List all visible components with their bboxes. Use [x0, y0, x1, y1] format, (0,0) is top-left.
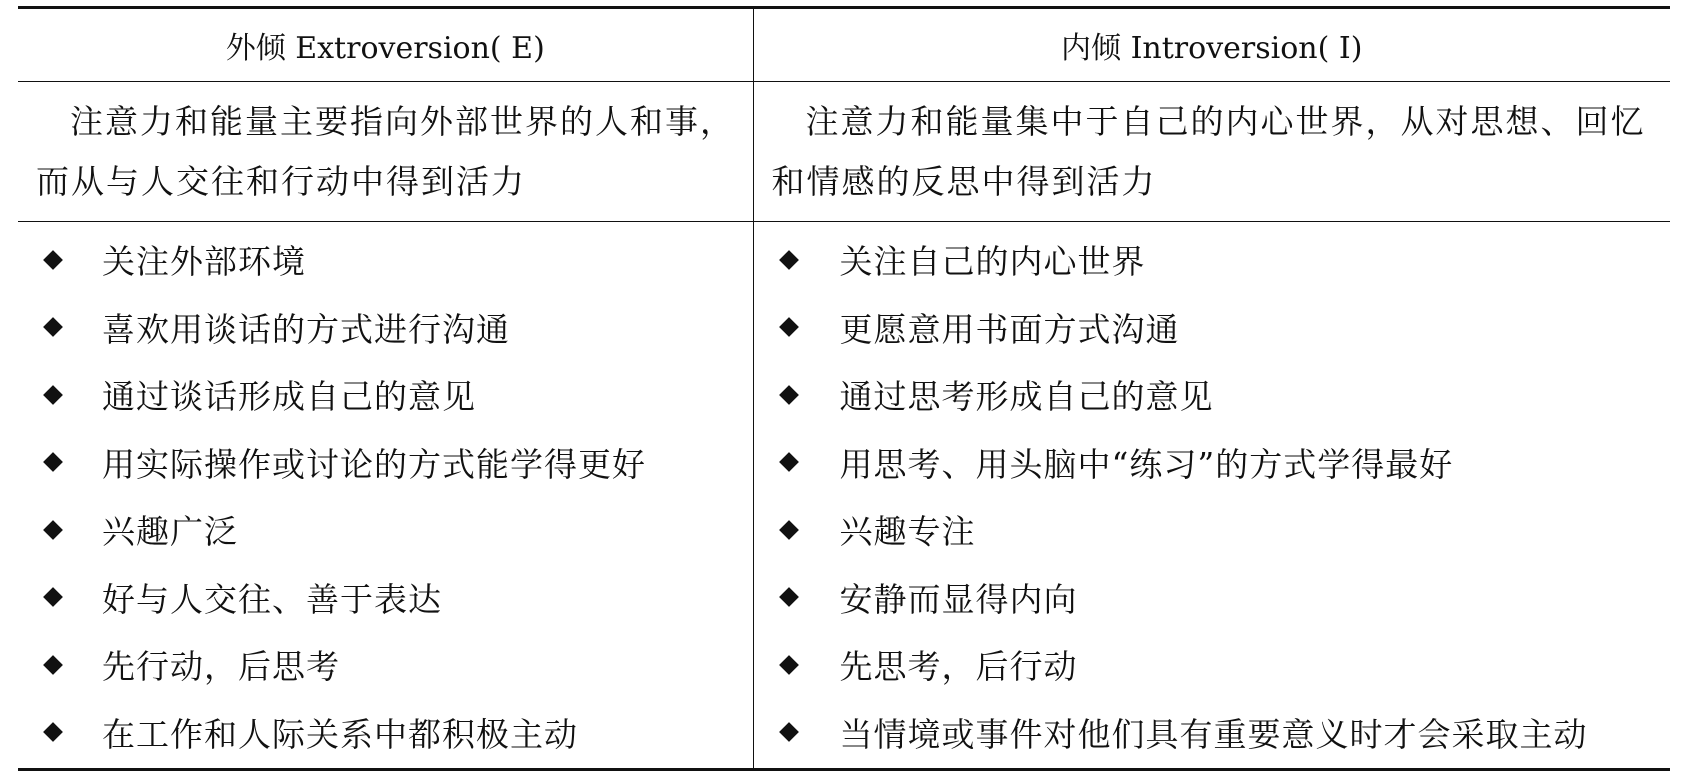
list-item	[18, 631, 753, 699]
header-introversion: 内倾 Introversion( I)	[753, 8, 1670, 82]
header-extroversion: 外倾 Extroversion( E)	[18, 8, 753, 82]
diamond-bullet-icon	[43, 655, 63, 675]
trait-text: 通过谈话形成自己的意见	[102, 377, 476, 417]
trait-text: 先行动，后思考	[102, 647, 340, 687]
diamond-bullet-icon	[779, 587, 799, 607]
trait-text: 关注外部环境	[102, 242, 306, 282]
trait-text: 好与人交往、善于表达	[102, 579, 442, 619]
description-introversion	[753, 82, 1670, 222]
list-item	[18, 699, 753, 767]
list-item	[18, 564, 753, 632]
diamond-bullet-icon	[43, 317, 63, 337]
diamond-bullet-icon	[779, 520, 799, 540]
list-item	[754, 496, 1671, 564]
traits-extroversion	[18, 222, 753, 770]
list-item	[754, 699, 1671, 767]
trait-text: 喜欢用谈话的方式进行沟通	[102, 309, 510, 349]
list-item	[18, 294, 753, 362]
diamond-bullet-icon	[43, 520, 63, 540]
list-item	[18, 429, 753, 497]
traits-introversion	[753, 222, 1670, 770]
trait-text: 先思考，后行动	[839, 647, 1078, 687]
list-item	[754, 631, 1671, 699]
trait-text: 兴趣专注	[839, 512, 976, 552]
extroversion-introversion-table	[18, 6, 1670, 771]
diamond-bullet-icon	[779, 452, 799, 472]
description-extroversion	[18, 82, 753, 222]
list-item	[754, 226, 1671, 294]
trait-text: 安静而显得内向	[839, 579, 1078, 619]
description-extroversion-text: 注意力和能量主要指向外部世界的人和事，而从与人交往和行动中得到活力	[36, 102, 735, 201]
list-item	[18, 226, 753, 294]
trait-text: 在工作和人际关系中都积极主动	[102, 714, 578, 754]
trait-text: 兴趣广泛	[102, 512, 238, 552]
diamond-bullet-icon	[43, 722, 63, 742]
diamond-bullet-icon	[779, 317, 799, 337]
diamond-bullet-icon	[779, 722, 799, 742]
header-row	[18, 8, 1670, 82]
diamond-bullet-icon	[779, 655, 799, 675]
diamond-bullet-icon	[43, 385, 63, 405]
diamond-bullet-icon	[779, 250, 799, 270]
trait-text: 更愿意用书面方式沟通	[839, 309, 1180, 349]
description-introversion-text: 注意力和能量集中于自己的内心世界，从对思想、回忆和情感的反思中得到活力	[771, 102, 1646, 201]
list-item	[18, 496, 753, 564]
diamond-bullet-icon	[43, 587, 63, 607]
list-item	[754, 294, 1671, 362]
trait-text: 当情境或事件对他们具有重要意义时才会采取主动	[839, 714, 1588, 754]
traits-list-introversion	[754, 226, 1671, 766]
diamond-bullet-icon	[43, 452, 63, 472]
description-row	[18, 82, 1670, 222]
diamond-bullet-icon	[779, 385, 799, 405]
trait-text: 用实际操作或讨论的方式能学得更好	[102, 444, 646, 484]
trait-text: 通过思考形成自己的意见	[839, 377, 1214, 417]
list-item	[754, 564, 1671, 632]
list-item	[754, 429, 1671, 497]
trait-text: 关注自己的内心世界	[839, 242, 1146, 282]
list-item	[754, 361, 1671, 429]
trait-text: 用思考、用头脑中“练习”的方式学得最好	[839, 444, 1454, 484]
traits-list-extroversion	[18, 226, 753, 766]
traits-row	[18, 222, 1670, 770]
diamond-bullet-icon	[43, 250, 63, 270]
list-item	[18, 361, 753, 429]
